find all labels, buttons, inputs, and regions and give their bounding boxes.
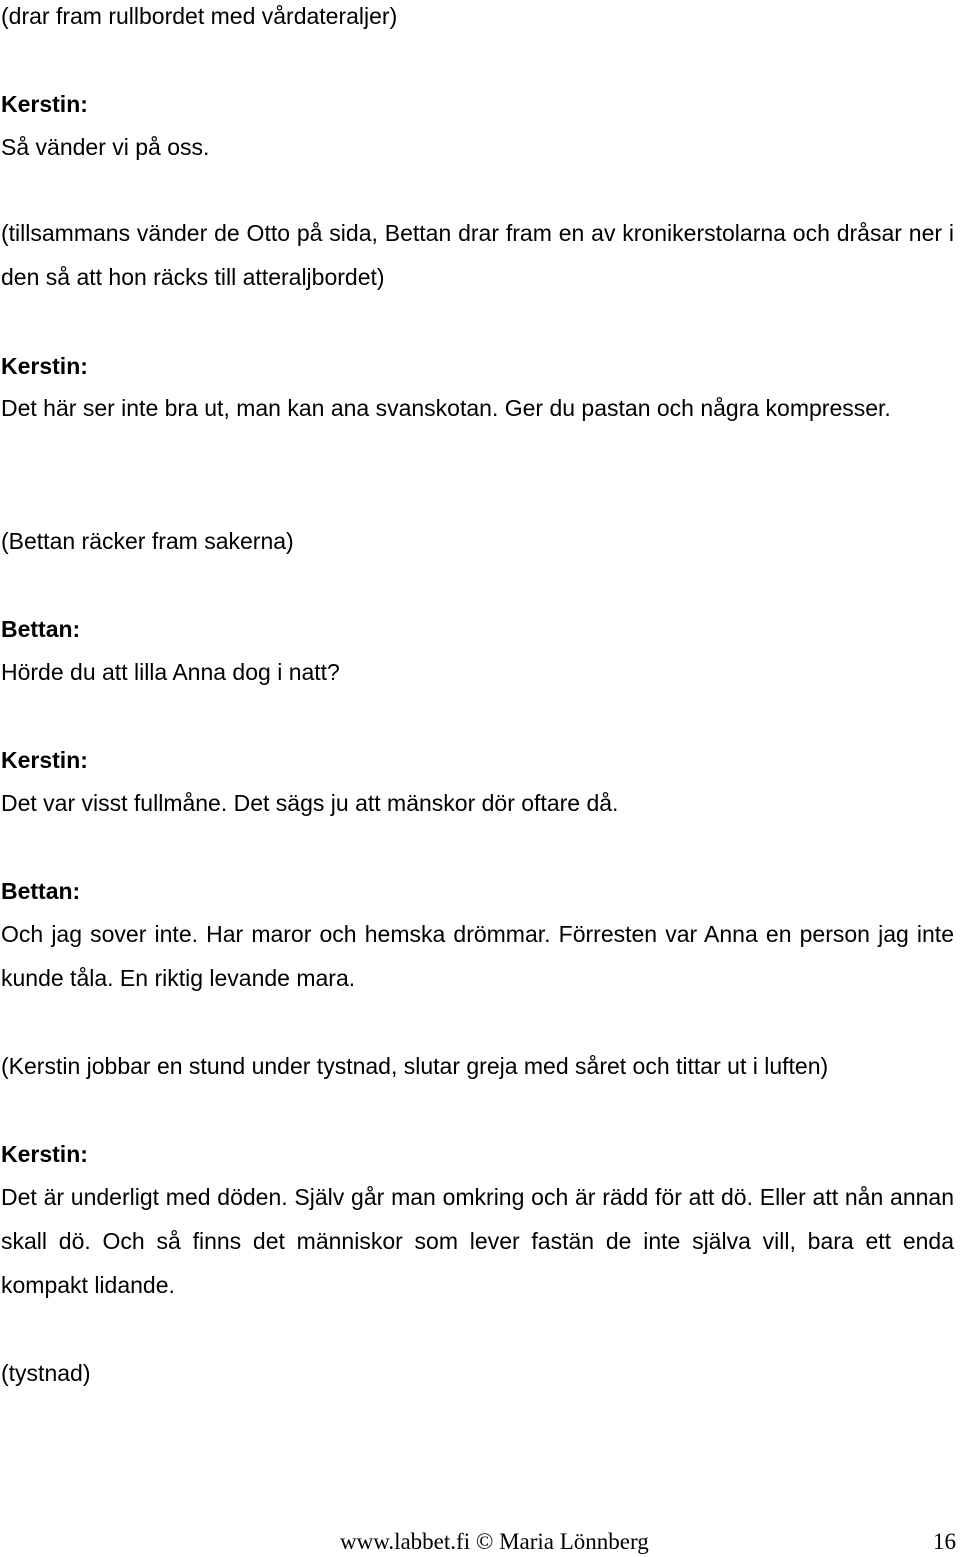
speaker-name: Bettan:: [1, 616, 81, 642]
speaker-name: Bettan:: [1, 878, 81, 904]
dialogue-line: Hörde du att lilla Anna dog i natt?: [1, 659, 340, 685]
dialogue-line: Och jag sover inte. Har maror och hemska drömmar. Förresten var Anna en person jag inte kunde tåla. En riktig levande mara.: [1, 921, 954, 991]
dialogue-line: Så vänder vi på oss.: [1, 134, 210, 160]
copyright-icon: ©: [475, 1529, 494, 1554]
speaker-name: Kerstin:: [1, 1141, 88, 1167]
stage-direction: (tystnad): [1, 1360, 91, 1386]
stage-direction: (tillsammans vänder de Otto på sida, Bettan drar fram en av kronikerstolarna och dråsar ner i den så att hon räcks till atteraljbordet): [1, 220, 954, 290]
speaker-name: Kerstin:: [1, 353, 88, 379]
stage-direction: (Kerstin jobbar en stund under tystnad, slutar greja med såret och tittar ut i luften): [1, 1053, 829, 1079]
speaker-name: Kerstin:: [1, 747, 88, 773]
stage-direction: (drar fram rullbordet med vårdateraljer): [1, 3, 398, 29]
page-number: 16: [933, 1529, 956, 1554]
stage-direction: (Bettan räcker fram sakerna): [1, 528, 294, 554]
page-footer: [340, 1530, 649, 1553]
dialogue-line: Det är underligt med döden. Själv går man omkring och är rädd för att dö. Eller att nån annan skall dö. Och så finns det människor som lever fastän de inte själva vill, bara ett enda kompakt lidande.: [1, 1184, 954, 1298]
speaker-name: Kerstin:: [1, 91, 88, 117]
dialogue-line: Det var visst fullmåne. Det sägs ju att mänskor dör oftare då.: [1, 790, 619, 816]
footer-site: www.labbet.fi: [340, 1529, 471, 1554]
footer-author: Maria Lönnberg: [499, 1529, 649, 1554]
dialogue-line: Det här ser inte bra ut, man kan ana svanskotan. Ger du pastan och några kompresser.: [1, 395, 891, 421]
